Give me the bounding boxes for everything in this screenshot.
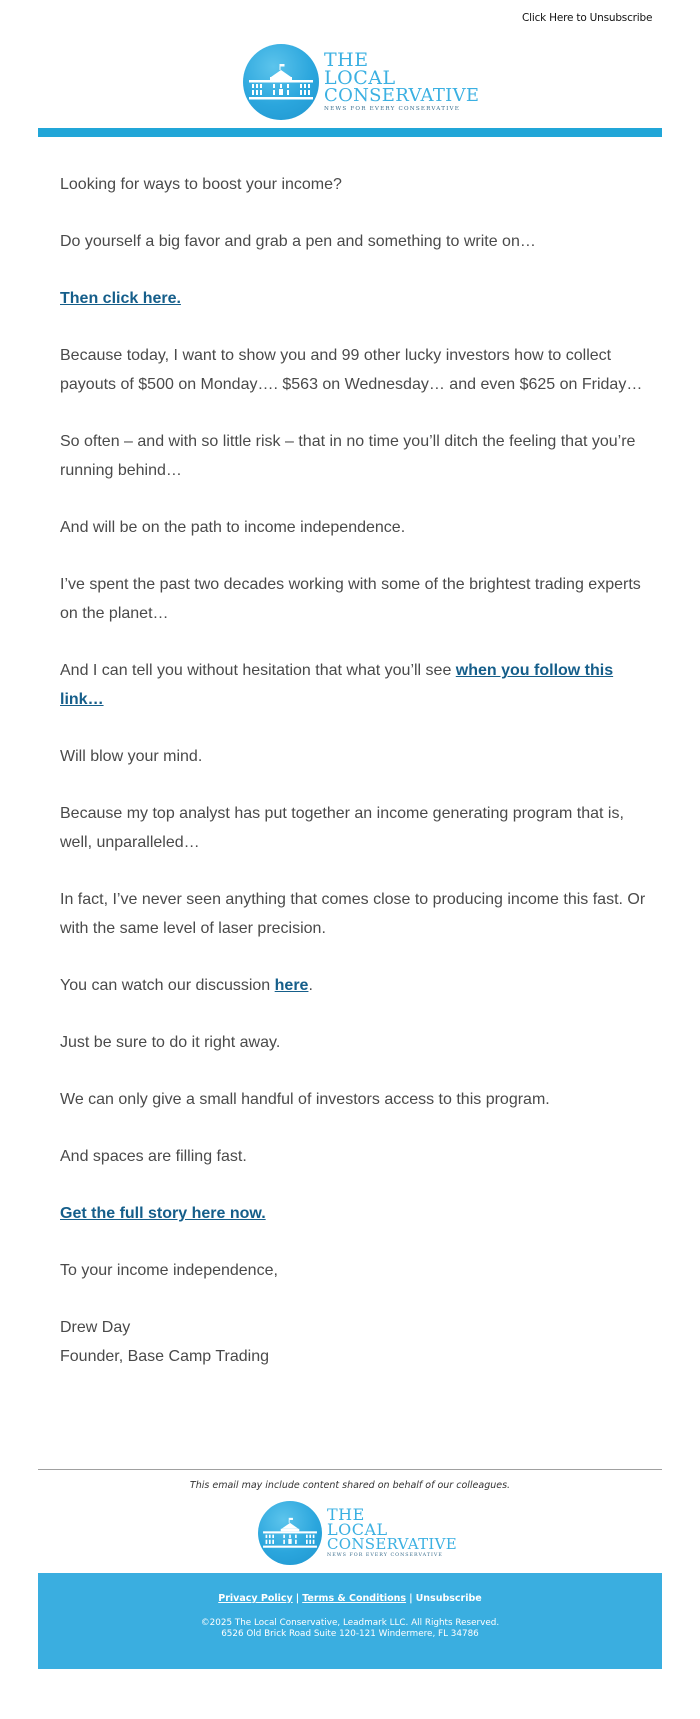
footer-links <box>38 1593 662 1604</box>
footer-logo[interactable] <box>258 1501 457 1565</box>
footer-band <box>38 1573 662 1669</box>
logo-tagline: NEWS FOR EVERY CONSERVATIVE <box>324 106 461 113</box>
logo-wordmark <box>327 1507 457 1559</box>
copyright-text: ©2025 The Local Conservative, Leadmark LLC. All Rights Reserved. <box>200 1618 500 1628</box>
paragraph: Do yourself a big favor and grab a pen and something to write on… <box>60 233 536 250</box>
footer-divider <box>38 1469 662 1470</box>
paragraph: Because my top analyst has put together an income generating program that is, well, unparalleled… <box>60 805 624 851</box>
logo-line-3: CONSERVATIVE <box>327 1535 458 1554</box>
logo-line-1: THE <box>327 1505 365 1525</box>
paragraph-text: You can watch our discussion <box>60 977 275 994</box>
closing-line: To your income independence, <box>60 1262 278 1279</box>
watch-discussion-link[interactable]: here <box>274 977 309 994</box>
paragraph <box>60 971 650 1000</box>
logo-tagline: NEWS FOR EVERY CONSERVATIVE <box>327 1553 443 1559</box>
paragraph: We can only give a small handful of investors access to this program. <box>60 1091 550 1108</box>
logo-line-3: CONSERVATIVE <box>324 85 480 107</box>
follow-this-link[interactable]: when you follow this link… <box>60 662 614 708</box>
paragraph-text: And I can tell you without hesitation that what you’ll see <box>60 662 456 679</box>
link-separator: | <box>409 1593 413 1604</box>
paragraph <box>60 656 650 714</box>
logo-line-2: LOCAL <box>327 1520 388 1540</box>
header-accent-bar <box>38 128 662 137</box>
unsubscribe-footer-link[interactable]: Unsubscribe <box>415 1593 482 1604</box>
address-text: 6526 Old Brick Road Suite 120-121 Windermere, FL 34786 <box>221 1629 479 1639</box>
paragraph: Because today, I want to show you and 99 other lucky investors how to collect payouts of $500 on Monday…. $563 on Wednesday… and even $625 on Friday… <box>60 347 643 393</box>
white-house-logo-icon <box>243 44 319 120</box>
logo-line-2: LOCAL <box>324 67 396 90</box>
signature-title: Founder, Base Camp Trading <box>60 1348 270 1365</box>
paragraph: Looking for ways to boost your income? <box>60 176 342 193</box>
terms-conditions-link[interactable]: Terms & Conditions <box>302 1593 407 1604</box>
header-logo[interactable] <box>243 44 479 120</box>
paragraph: Just be sure to do it right away. <box>60 1034 281 1051</box>
paragraph: In fact, I’ve never seen anything that comes close to producing income this fast. Or with the same level of laser precision. <box>60 891 646 937</box>
paragraph <box>60 284 650 313</box>
footer-disclaimer: This email may include content shared on behalf of our colleagues. <box>189 1480 511 1491</box>
paragraph: So often – and with so little risk – that in no time you’ll ditch the feeling that you’re running behind… <box>60 433 636 479</box>
paragraph: I’ve spent the past two decades working with some of the brightest trading experts on the planet… <box>60 576 641 622</box>
link-separator: | <box>295 1593 300 1604</box>
logo-line-1: THE <box>324 49 369 72</box>
paragraph: And will be on the path to income independence. <box>60 519 406 536</box>
email-body <box>60 170 650 1371</box>
signature-name: Drew Day <box>60 1319 131 1336</box>
footer-legal <box>38 1618 662 1640</box>
paragraph: And spaces are filling fast. <box>60 1148 247 1165</box>
signature <box>60 1313 650 1371</box>
paragraph <box>60 1199 650 1228</box>
white-house-logo-icon <box>258 1501 322 1565</box>
then-click-here-link[interactable]: Then click here. <box>60 290 181 307</box>
paragraph-text: . <box>308 977 313 994</box>
unsubscribe-top-link[interactable]: Click Here to Unsubscribe <box>522 12 653 24</box>
paragraph: Will blow your mind. <box>60 748 203 765</box>
full-story-link[interactable]: Get the full story here now. <box>60 1205 266 1222</box>
privacy-policy-link[interactable]: Privacy Policy <box>218 1593 293 1604</box>
logo-wordmark <box>324 51 479 113</box>
